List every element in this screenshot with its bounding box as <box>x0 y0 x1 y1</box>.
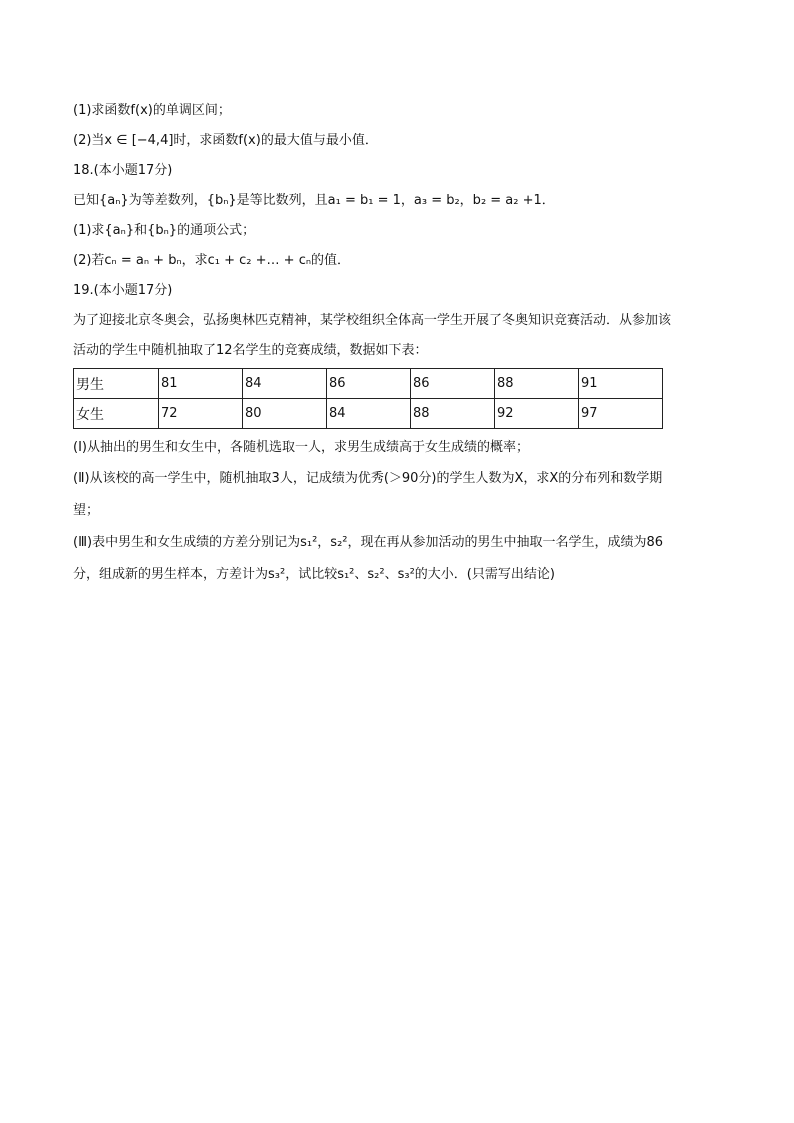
table-cell: 88 <box>411 399 495 429</box>
table-cell: 72 <box>159 399 243 429</box>
problem18-stem: 已知{aₙ}为等差数列，{bₙ}是等比数列，且a₁ = b₁ = 1，a₃ = b₂，b₂ = a₂ +1． <box>73 193 555 208</box>
table-cell: 91 <box>579 369 663 399</box>
table-cell: 84 <box>327 399 411 429</box>
exam-page <box>73 96 723 591</box>
problem19-part1: (Ⅰ)从抽出的男生和女生中，各随机选取一人，求男生成绩高于女生成绩的概率； <box>73 440 529 455</box>
problem19-part3-line1: (Ⅲ)表中男生和女生成绩的方差分别记为s₁²，s₂²，现在再从参加活动的男生中抽取一名学生，成绩为86 <box>73 535 664 550</box>
problem18-heading: 18.(本小题17分) <box>73 163 173 178</box>
table-cell: 81 <box>159 369 243 399</box>
problem19-stem-line2: 活动的学生中随机抽取了12名学生的竞赛成绩，数据如下表： <box>73 343 428 358</box>
table-cell: 97 <box>579 399 663 429</box>
problem19-heading: 19.(本小题17分) <box>73 283 173 298</box>
table-row <box>74 369 663 399</box>
table-cell: 88 <box>495 369 579 399</box>
problem18-part1: (1)求{aₙ}和{bₙ}的通项公式； <box>73 223 256 238</box>
problem17-part1: (1)求函数f(x)的单调区间； <box>73 103 231 118</box>
table-row <box>74 399 663 429</box>
table-cell: 84 <box>243 369 327 399</box>
problem19-stem-line1: 为了迎接北京冬奥会，弘扬奥林匹克精神，某学校组织全体高一学生开展了冬奥知识竞赛活动．从参加该 <box>73 313 672 328</box>
problem19-part2-line1: (Ⅱ)从该校的高一学生中，随机抽取3人，记成绩为优秀(＞90分)的学生人数为X，求X的分布列和数学期 <box>73 471 663 486</box>
row-label-boys: 男生 <box>74 369 159 399</box>
table-cell: 86 <box>411 369 495 399</box>
problem17-part2: (2)当x ∈ [−4,4]时，求函数f(x)的最大值与最小值． <box>73 133 378 148</box>
table-cell: 80 <box>243 399 327 429</box>
table-cell: 86 <box>327 369 411 399</box>
table-cell: 92 <box>495 399 579 429</box>
problem19-part2-line2: 望； <box>73 503 100 518</box>
scores-table <box>73 368 663 429</box>
problem18-part2: (2)若cₙ = aₙ + bₙ，求c₁ + c₂ +… + cₙ的值． <box>73 253 351 268</box>
row-label-girls: 女生 <box>74 399 159 429</box>
problem19-part3-line2: 分，组成新的男生样本，方差计为s₃²，试比较s₁²、s₂²、s₃²的大小．(只需写出结论) <box>73 567 555 582</box>
